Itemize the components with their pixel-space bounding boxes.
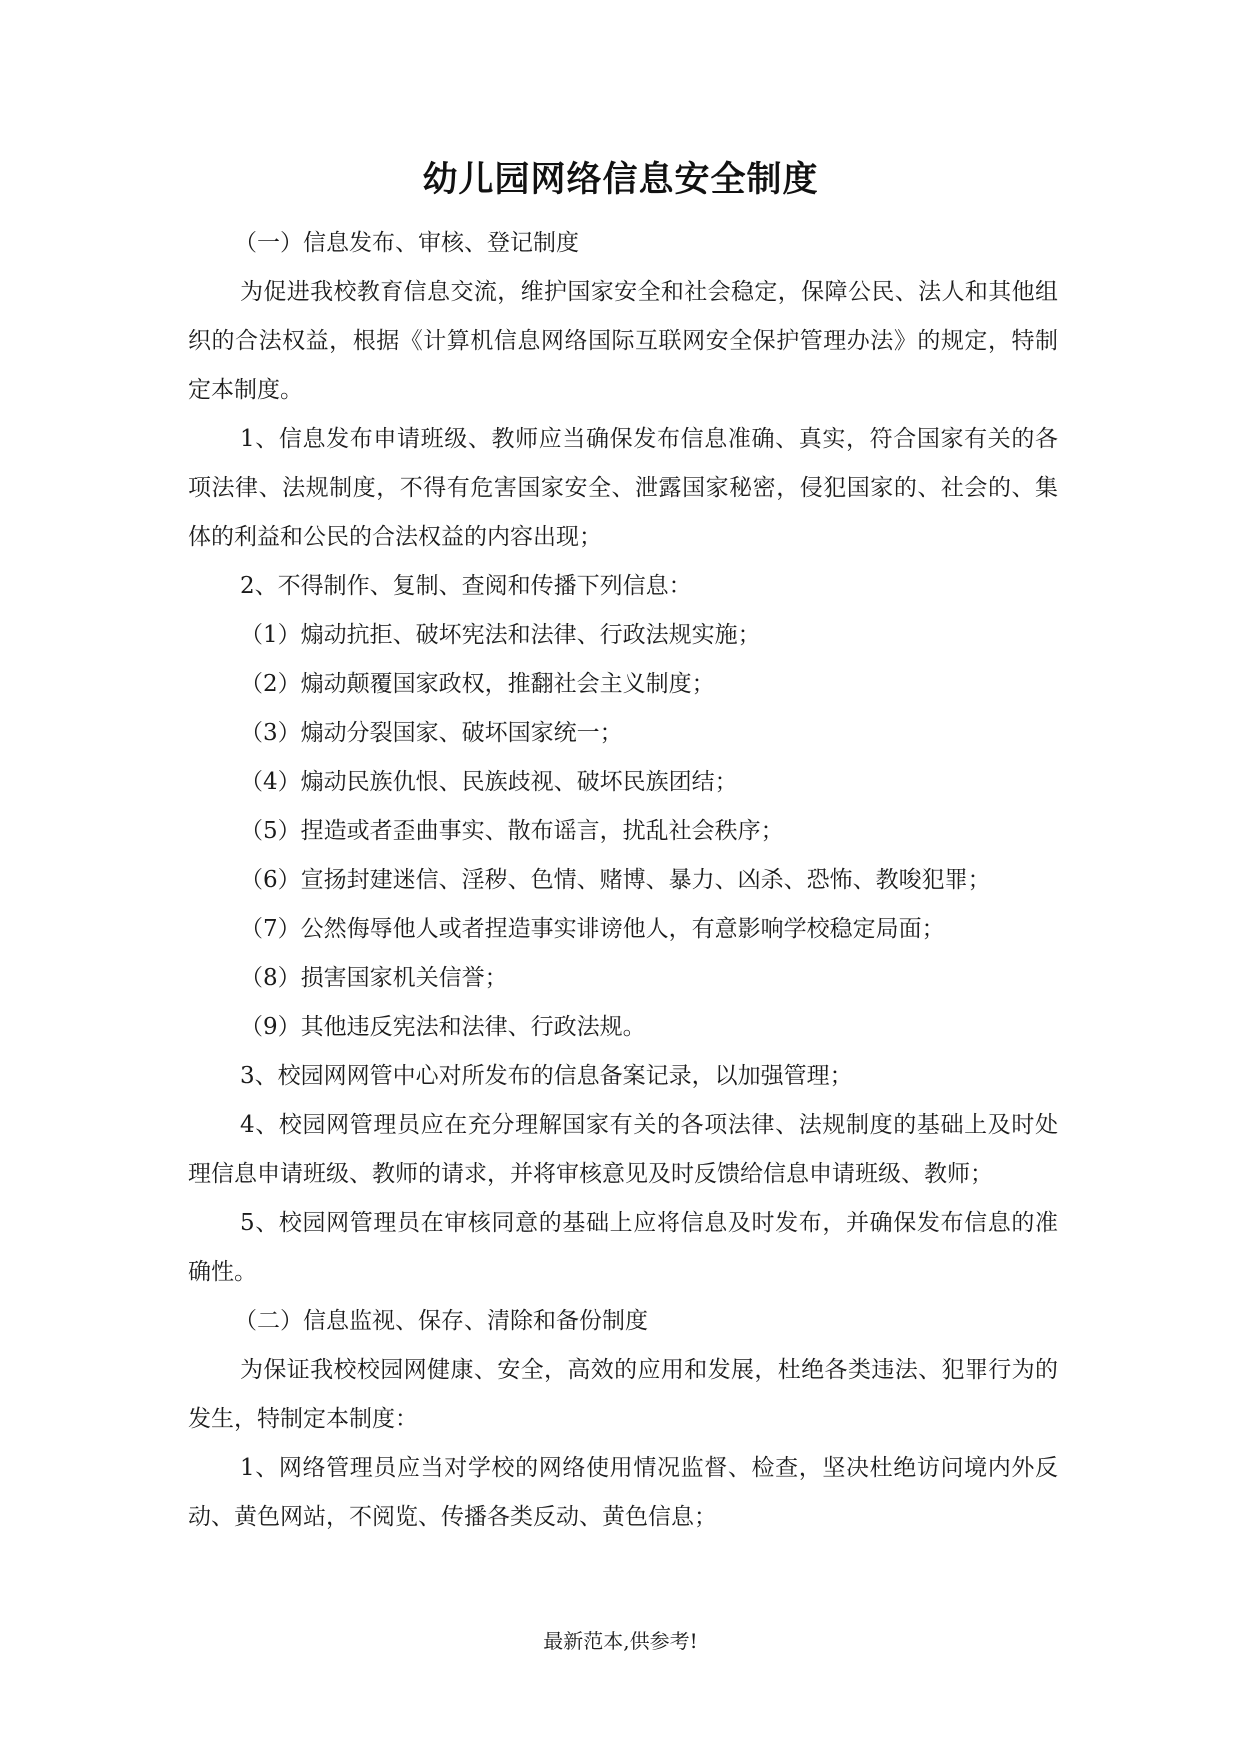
paragraph: 2、不得制作、复制、查阅和传播下列信息： (240, 573, 692, 599)
page-footer: 最新范本,供参考! (543, 1629, 698, 1653)
list-item: （9）其他违反宪法和法律、行政法规。 (240, 1014, 646, 1040)
document-body (188, 219, 1058, 1542)
paragraph: 4、校园网管理员应在充分理解国家有关的各项法律、法规制度的基础上及时处理信息申请班级、教师的请求，并将审核意见及时反馈给信息申请班级、教师； (188, 1112, 1058, 1187)
paragraph: 为保证我校校园网健康、安全，高效的应用和发展，杜绝各类违法、犯罪行为的发生，特制定本制度： (188, 1357, 1058, 1432)
document-title: 幼儿园网络信息安全制度 (422, 160, 819, 200)
list-item: （2）煽动颠覆国家政权，推翻社会主义制度； (240, 671, 715, 697)
section-heading: （一）信息发布、审核、登记制度 (234, 230, 579, 256)
list-item: （5）捏造或者歪曲事实、散布谣言，扰乱社会秩序； (240, 818, 784, 844)
list-item: （7）公然侮辱他人或者捏造事实诽谤他人，有意影响学校稳定局面； (240, 916, 945, 942)
paragraph: 5、校园网管理员在审核同意的基础上应将信息及时发布，并确保发布信息的准确性。 (188, 1210, 1058, 1285)
section-heading: （二）信息监视、保存、清除和备份制度 (234, 1308, 648, 1334)
list-item: （6）宣扬封建迷信、淫秽、色情、赌博、暴力、凶杀、恐怖、教唆犯罪； (240, 867, 991, 893)
paragraph: 1、信息发布申请班级、教师应当确保发布信息准确、真实，符合国家有关的各项法律、法规制度，不得有危害国家安全、泄露国家秘密，侵犯国家的、社会的、集体的利益和公民的合法权益的内容出现； (188, 426, 1058, 550)
paragraph: 为促进我校教育信息交流，维护国家安全和社会稳定，保障公民、法人和其他组织的合法权益，根据《计算机信息网络国际互联网安全保护管理办法》的规定，特制定本制度。 (188, 279, 1058, 403)
list-item: （1）煽动抗拒、破坏宪法和法律、行政法规实施； (240, 622, 761, 648)
paragraph: 3、校园网网管中心对所发布的信息备案记录，以加强管理； (240, 1063, 853, 1089)
list-item: （3）煽动分裂国家、破坏国家统一； (240, 720, 623, 746)
list-item: （8）损害国家机关信誉； (240, 965, 508, 991)
paragraph: 1、网络管理员应当对学校的网络使用情况监督、检查，坚决杜绝访问境内外反动、黄色网站，不阅览、传播各类反动、黄色信息； (188, 1455, 1058, 1530)
list-item: （4）煽动民族仇恨、民族歧视、破坏民族团结； (240, 769, 738, 795)
